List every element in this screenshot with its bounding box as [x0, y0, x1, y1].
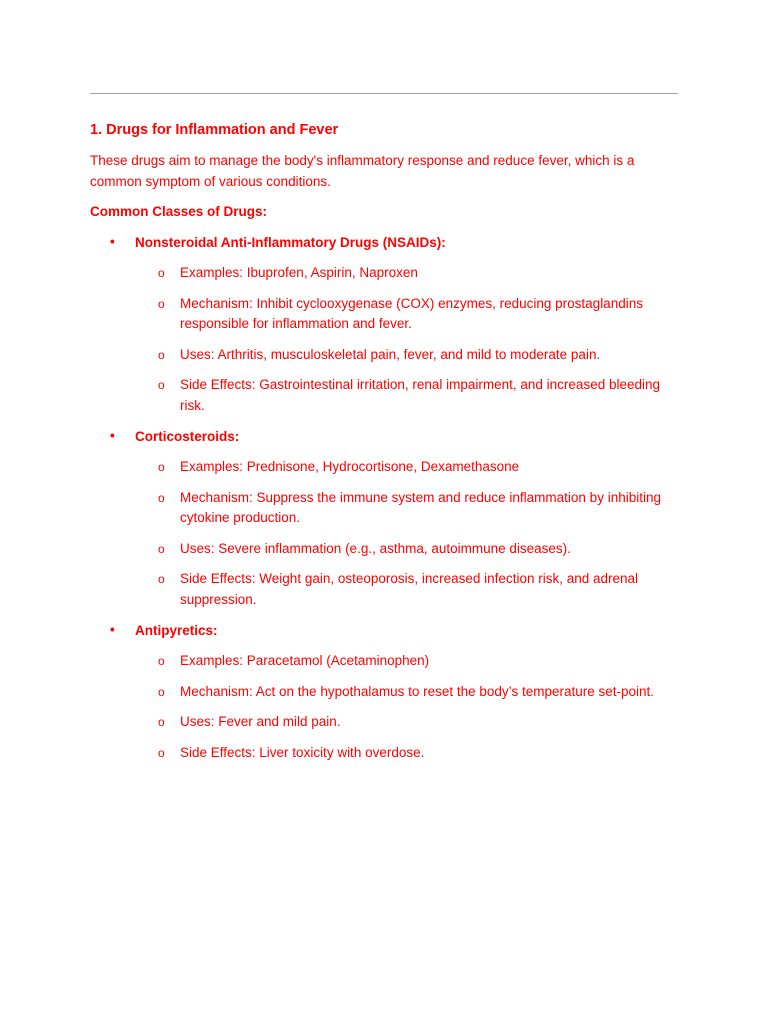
classes-title: Common Classes of Drugs:: [90, 204, 268, 219]
list-item: [135, 712, 680, 733]
circle-bullet-icon: o: [158, 347, 165, 362]
list-item: [135, 539, 680, 560]
document-content: [90, 119, 680, 773]
circle-bullet-icon: o: [158, 715, 165, 729]
detail-text: Mechanism: Suppress the immune system and reduce inflammation by inhibiting cytokine production.: [180, 489, 661, 525]
drug-detail-list: [135, 651, 680, 763]
circle-bullet-icon: o: [158, 296, 165, 311]
detail-text: Mechanism: Inhibit cyclooxygenase (COX) enzymes, reducing prostaglandins responsible for inflammation and fever.: [180, 295, 643, 331]
circle-bullet-icon: o: [158, 684, 165, 699]
detail-text: Uses: Severe inflammation (e.g., asthma, autoimmune diseases).: [180, 540, 571, 556]
drug-class-nsaids: [90, 232, 680, 416]
list-item: [135, 294, 680, 335]
drug-detail-list: [135, 263, 680, 416]
list-item: [135, 345, 680, 366]
list-item: [135, 569, 680, 610]
circle-bullet-icon: o: [158, 745, 165, 760]
circle-bullet-icon: o: [158, 266, 165, 280]
horizontal-rule: [90, 93, 678, 94]
detail-text: Examples: Paracetamol (Acetaminophen): [180, 653, 430, 668]
detail-text: Uses: Fever and mild pain.: [180, 714, 341, 729]
bullet-icon: •: [110, 428, 115, 443]
list-item: [135, 263, 680, 284]
drug-class-name: Nonsteroidal Anti-Inflammatory Drugs (NSAIDs):: [135, 235, 446, 250]
detail-text: Mechanism: Act on the hypothalamus to reset the body’s temperature set-point.: [180, 683, 655, 699]
drug-class-corticosteroids: [90, 426, 680, 610]
detail-text: Side Effects: Liver toxicity with overdose.: [180, 744, 425, 760]
detail-text: Side Effects: Weight gain, osteoporosis, increased infection risk, and adrenal suppression.: [180, 571, 639, 607]
bullet-icon: •: [110, 622, 115, 637]
list-item: [135, 488, 680, 529]
drug-class-name: Corticosteroids:: [135, 429, 240, 444]
circle-bullet-icon: o: [158, 490, 165, 505]
bullet-icon: •: [110, 234, 115, 249]
circle-bullet-icon: o: [158, 654, 165, 668]
detail-text: Examples: Ibuprofen, Aspirin, Naproxen: [180, 265, 418, 280]
detail-text: Uses: Arthritis, musculoskeletal pain, fever, and mild to moderate pain.: [180, 346, 601, 362]
list-item: [135, 375, 680, 416]
drug-class-list: [90, 232, 680, 763]
section-heading: 1. Drugs for Inflammation and Fever: [90, 122, 339, 138]
drug-class-name: Antipyretics:: [135, 623, 218, 638]
circle-bullet-icon: o: [158, 460, 165, 474]
circle-bullet-icon: o: [158, 572, 165, 586]
list-item: [135, 651, 680, 672]
drug-detail-list: [135, 457, 680, 610]
circle-bullet-icon: o: [158, 378, 165, 392]
detail-text: Side Effects: Gastrointestinal irritation, renal impairment, and increased bleeding risk.: [180, 377, 661, 413]
list-item: [135, 682, 680, 703]
list-item: [135, 457, 680, 478]
circle-bullet-icon: o: [158, 541, 165, 556]
intro-paragraph: These drugs aim to manage the body's inflammatory response and reduce fever, which is a common symptom of various conditions.: [90, 153, 635, 189]
drug-class-antipyretics: [90, 620, 680, 763]
list-item: [135, 743, 680, 764]
detail-text: Examples: Prednisone, Hydrocortisone, Dexamethasone: [180, 459, 520, 474]
